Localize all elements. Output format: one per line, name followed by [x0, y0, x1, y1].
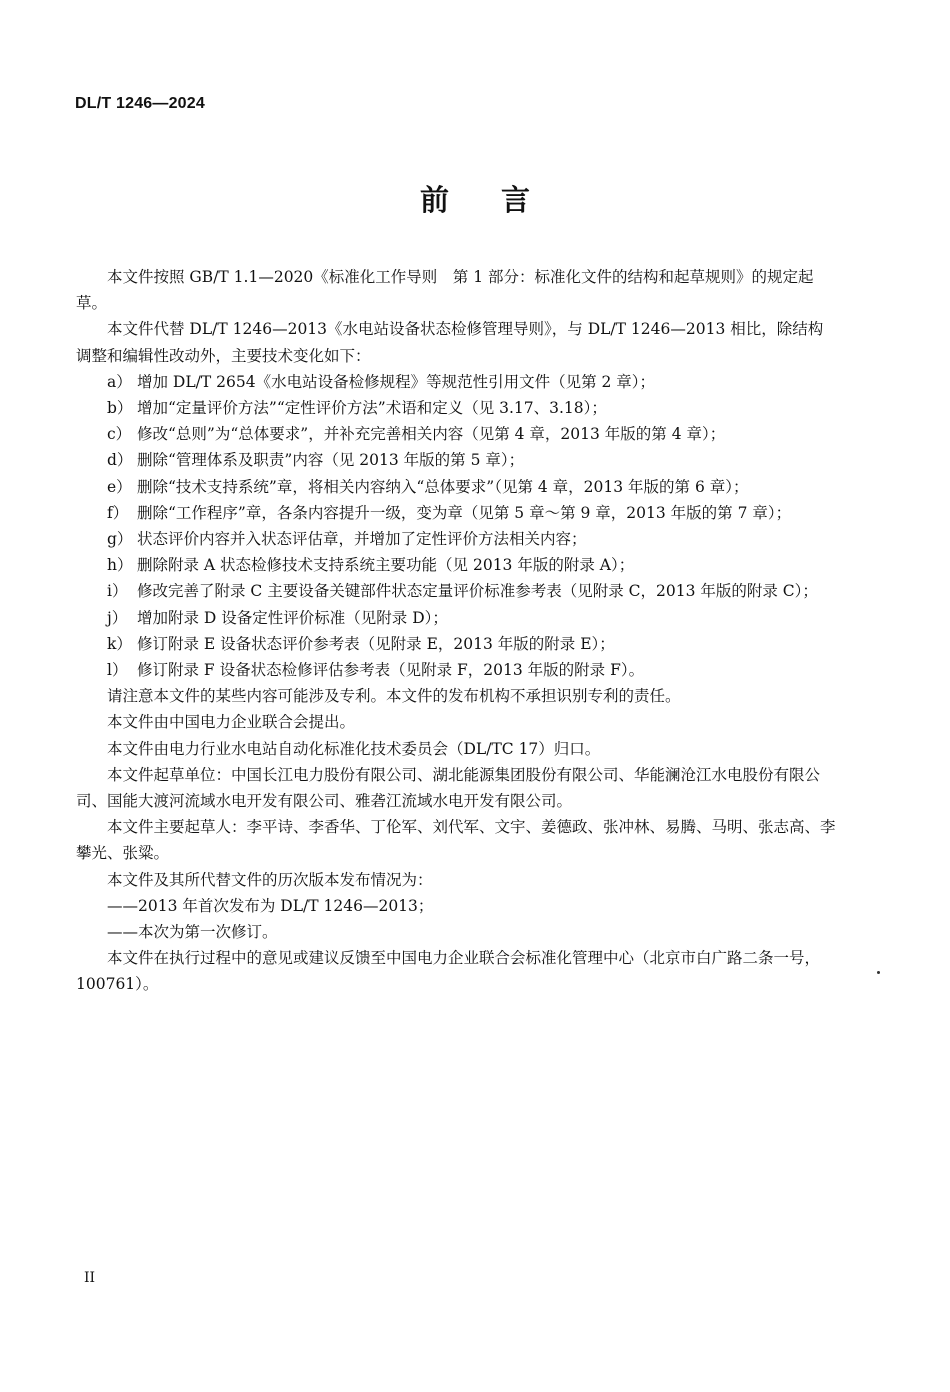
- list-item: [76, 474, 838, 500]
- list-item: [76, 578, 838, 604]
- list-item-label: i）: [107, 582, 128, 601]
- list-item-text: 增加“定量评价方法”“定性评价方法”术语和定义（见 3.17、3.18）；: [137, 399, 607, 418]
- document-code: DL/T 1246—2024: [75, 95, 205, 112]
- paragraph-history-intro: 本文件及其所代替文件的历次版本发布情况为：: [107, 870, 433, 889]
- list-item-label: k）: [107, 634, 132, 653]
- list-item-text: 删除“技术支持系统”章，将相关内容纳入“总体要求”（见第 4 章，2013 年版的第 6 章）；: [137, 477, 749, 496]
- list-item-text: 删除附录 A 状态检修技术支持系统主要功能（见 2013 年版的附录 A）；: [137, 556, 635, 575]
- foreword-body: [76, 264, 838, 998]
- history-item: ——本次为第一次修订。: [107, 923, 278, 942]
- list-item-text: 状态评价内容并入状态评估章，并增加了定性评价方法相关内容；: [137, 530, 587, 549]
- list-item: [76, 631, 838, 657]
- paragraph-feedback: 本文件在执行过程中的意见或建议反馈至中国电力企业联合会标准化管理中心（北京市白广路二条一号，100761）。: [76, 949, 821, 994]
- list-item-text: 修订附录 F 设备状态检修评估参考表（见附录 F，2013 年版的附录 F）。: [137, 661, 645, 680]
- list-item: [76, 605, 838, 631]
- list-item: [76, 447, 838, 473]
- list-item-text: 修改“总则”为“总体要求”，并补充完善相关内容（见第 4 章，2013 年版的第 4 章）；: [137, 425, 726, 444]
- paragraph-drafting-units: 本文件起草单位：中国长江电力股份有限公司、湖北能源集团股份有限公司、华能澜沧江水电股份有限公司、国能大渡河流域水电开发有限公司、雅砻江流域水电开发有限公司。: [76, 765, 821, 811]
- list-item: [76, 369, 838, 395]
- list-item-label: b）: [107, 399, 133, 418]
- paragraph-drafters: 本文件主要起草人：李平诗、李香华、丁伦军、刘代军、文宇、姜德政、张冲林、易腾、马明、张志高、李攀光、张粱。: [76, 818, 836, 863]
- list-item-label: h）: [107, 556, 133, 575]
- list-item: [76, 552, 838, 578]
- paragraph-drafting-basis: 本文件按照 GB/T 1.1—2020《标准化工作导则 第 1 部分：标准化文件的结构和起草规则》的规定起草。: [76, 268, 814, 313]
- list-item-label: c）: [107, 425, 132, 444]
- history-item: ——2013 年首次发布为 DL/T 1246—2013；: [107, 896, 434, 915]
- scan-speck: [877, 971, 880, 974]
- list-item-label: l）: [107, 661, 128, 680]
- paragraph-committee: 本文件由电力行业水电站自动化标准化技术委员会（DL/TC 17）归口。: [107, 739, 601, 758]
- paragraph-patent-notice: 请注意本文件的某些内容可能涉及专利。本文件的发布机构不承担识别专利的责任。: [107, 687, 681, 706]
- list-item-text: 修改完善了附录 C 主要设备关键部件状态定量评价标准参考表（见附录 C，2013 年版的附录 C）；: [137, 582, 818, 601]
- list-item: [76, 500, 838, 526]
- list-item-label: f）: [107, 503, 129, 522]
- list-item-text: 增加附录 D 设备定性评价标准（见附录 D）；: [137, 608, 448, 627]
- paragraph-replacement: 本文件代替 DL/T 1246—2013《水电站设备状态检修管理导则》，与 DL/T 1246—2013 相比，除结构调整和编辑性改动外，主要技术变化如下：: [76, 320, 824, 365]
- list-item: [76, 421, 838, 447]
- list-item-label: d）: [107, 451, 133, 470]
- list-item-label: j）: [107, 608, 128, 627]
- list-item-label: a）: [107, 372, 132, 391]
- list-item-label: e）: [107, 477, 132, 496]
- page-number: II: [84, 1270, 96, 1286]
- paragraph-proposer: 本文件由中国电力企业联合会提出。: [107, 713, 356, 732]
- list-item: [76, 657, 838, 683]
- list-item: [76, 395, 838, 421]
- list-item-text: 增加 DL/T 2654《水电站设备检修规程》等规范性引用文件（见第 2 章）；: [137, 372, 656, 391]
- list-item-text: 删除“管理体系及职责”内容（见 2013 年版的第 5 章）；: [137, 451, 525, 470]
- page-title: 前言: [419, 183, 582, 217]
- list-item: [76, 526, 838, 552]
- changes-list: [76, 369, 838, 683]
- list-item-text: 修订附录 E 设备状态评价参考表（见附录 E，2013 年版的附录 E）；: [137, 634, 615, 653]
- list-item-label: g）: [107, 530, 133, 549]
- list-item-text: 删除“工作程序”章，各条内容提升一级，变为章（见第 5 章～第 9 章，2013 年版的第 7 章）；: [137, 503, 792, 522]
